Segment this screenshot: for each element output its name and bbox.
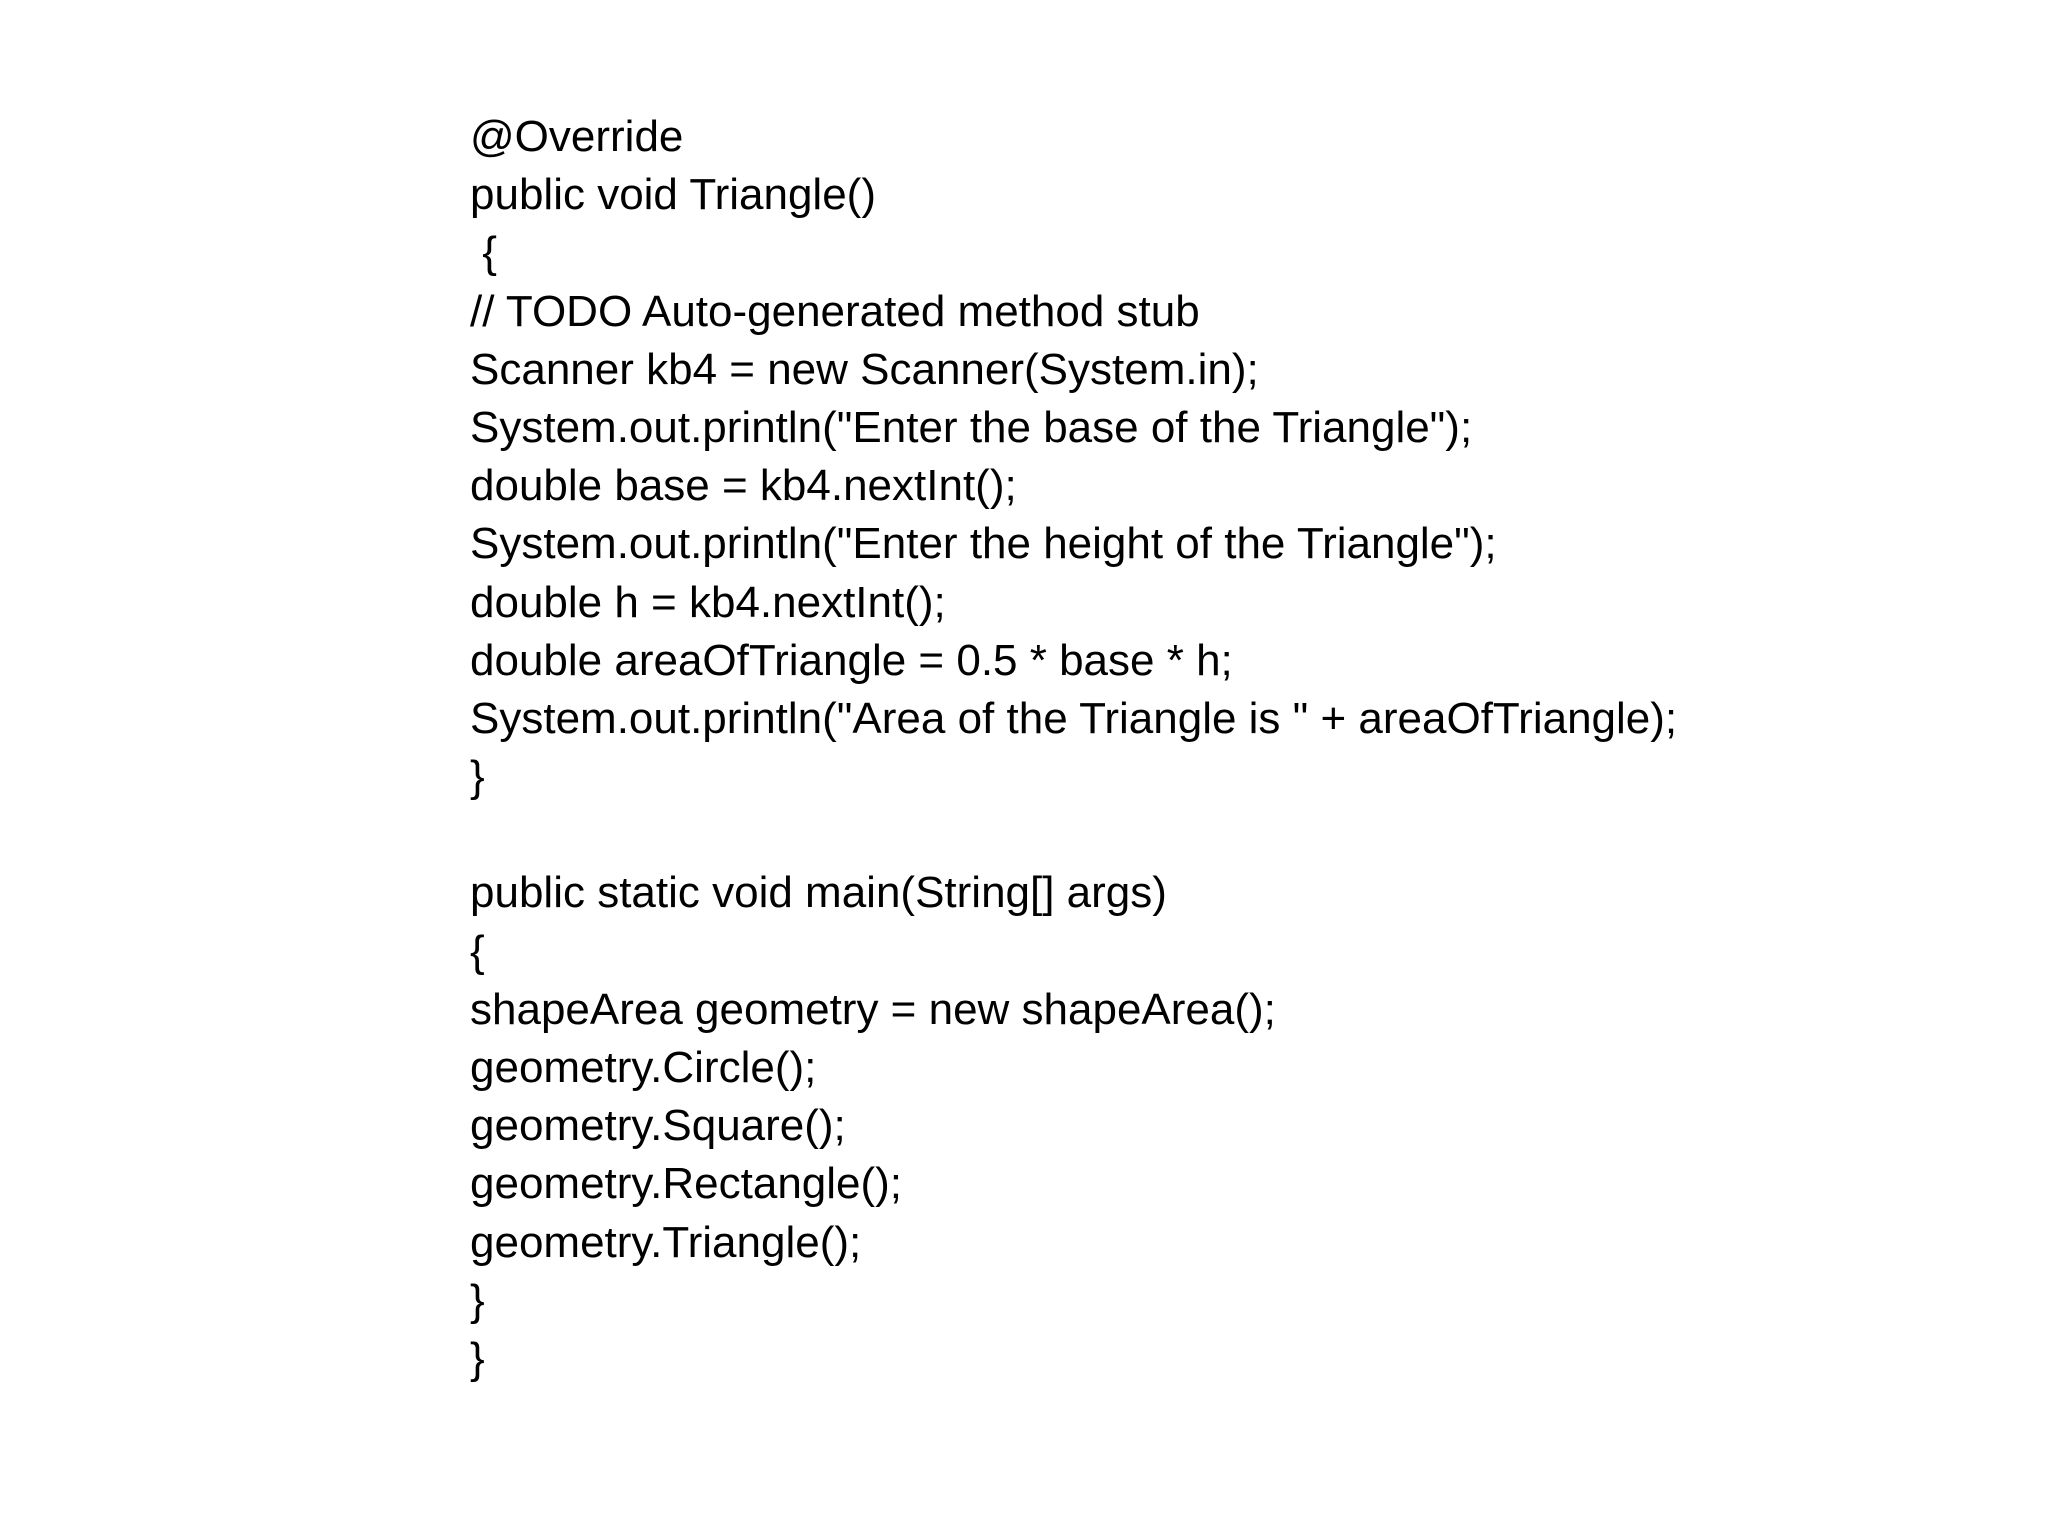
code-line-class-close-brace: } — [470, 1333, 485, 1383]
code-line-compute-area: double areaOfTriangle = 0.5 * base * h; — [470, 635, 1233, 685]
code-line-call-square: geometry.Square(); — [470, 1101, 846, 1151]
code-line-call-triangle: geometry.Triangle(); — [470, 1217, 862, 1267]
code-line-main-close-brace: } — [470, 1275, 485, 1325]
code-line-todo-comment: // TODO Auto-generated method stub — [470, 286, 1200, 336]
code-listing — [470, 108, 2010, 1388]
code-line-main-open-brace: { — [470, 926, 485, 976]
code-line-override-annotation: @Override — [470, 112, 684, 161]
code-line-print-base-prompt: System.out.println("Enter the base of the Triangle"); — [470, 402, 1473, 452]
code-line-read-base: double base = kb4.nextInt(); — [470, 461, 1017, 511]
code-line-triangle-signature: public void Triangle() — [470, 170, 876, 220]
code-line-print-height-prompt: System.out.println("Enter the height of the Triangle"); — [470, 519, 1497, 569]
code-line-print-area: System.out.println("Area of the Triangle is " + areaOfTriangle); — [470, 693, 1678, 743]
code-line-triangle-open-brace: { — [470, 228, 497, 278]
code-line-triangle-close-brace: } — [470, 752, 485, 802]
code-line-call-rectangle: geometry.Rectangle(); — [470, 1159, 903, 1209]
code-line-blank — [470, 806, 2010, 864]
code-line-call-circle: geometry.Circle(); — [470, 1043, 817, 1092]
code-line-main-signature: public static void main(String[] args) — [470, 868, 1167, 918]
code-line-geometry-init: shapeArea geometry = new shapeArea(); — [470, 984, 1276, 1034]
code-line-scanner-init: Scanner kb4 = new Scanner(System.in); — [470, 344, 1259, 394]
code-line-read-height: double h = kb4.nextInt(); — [470, 577, 946, 627]
